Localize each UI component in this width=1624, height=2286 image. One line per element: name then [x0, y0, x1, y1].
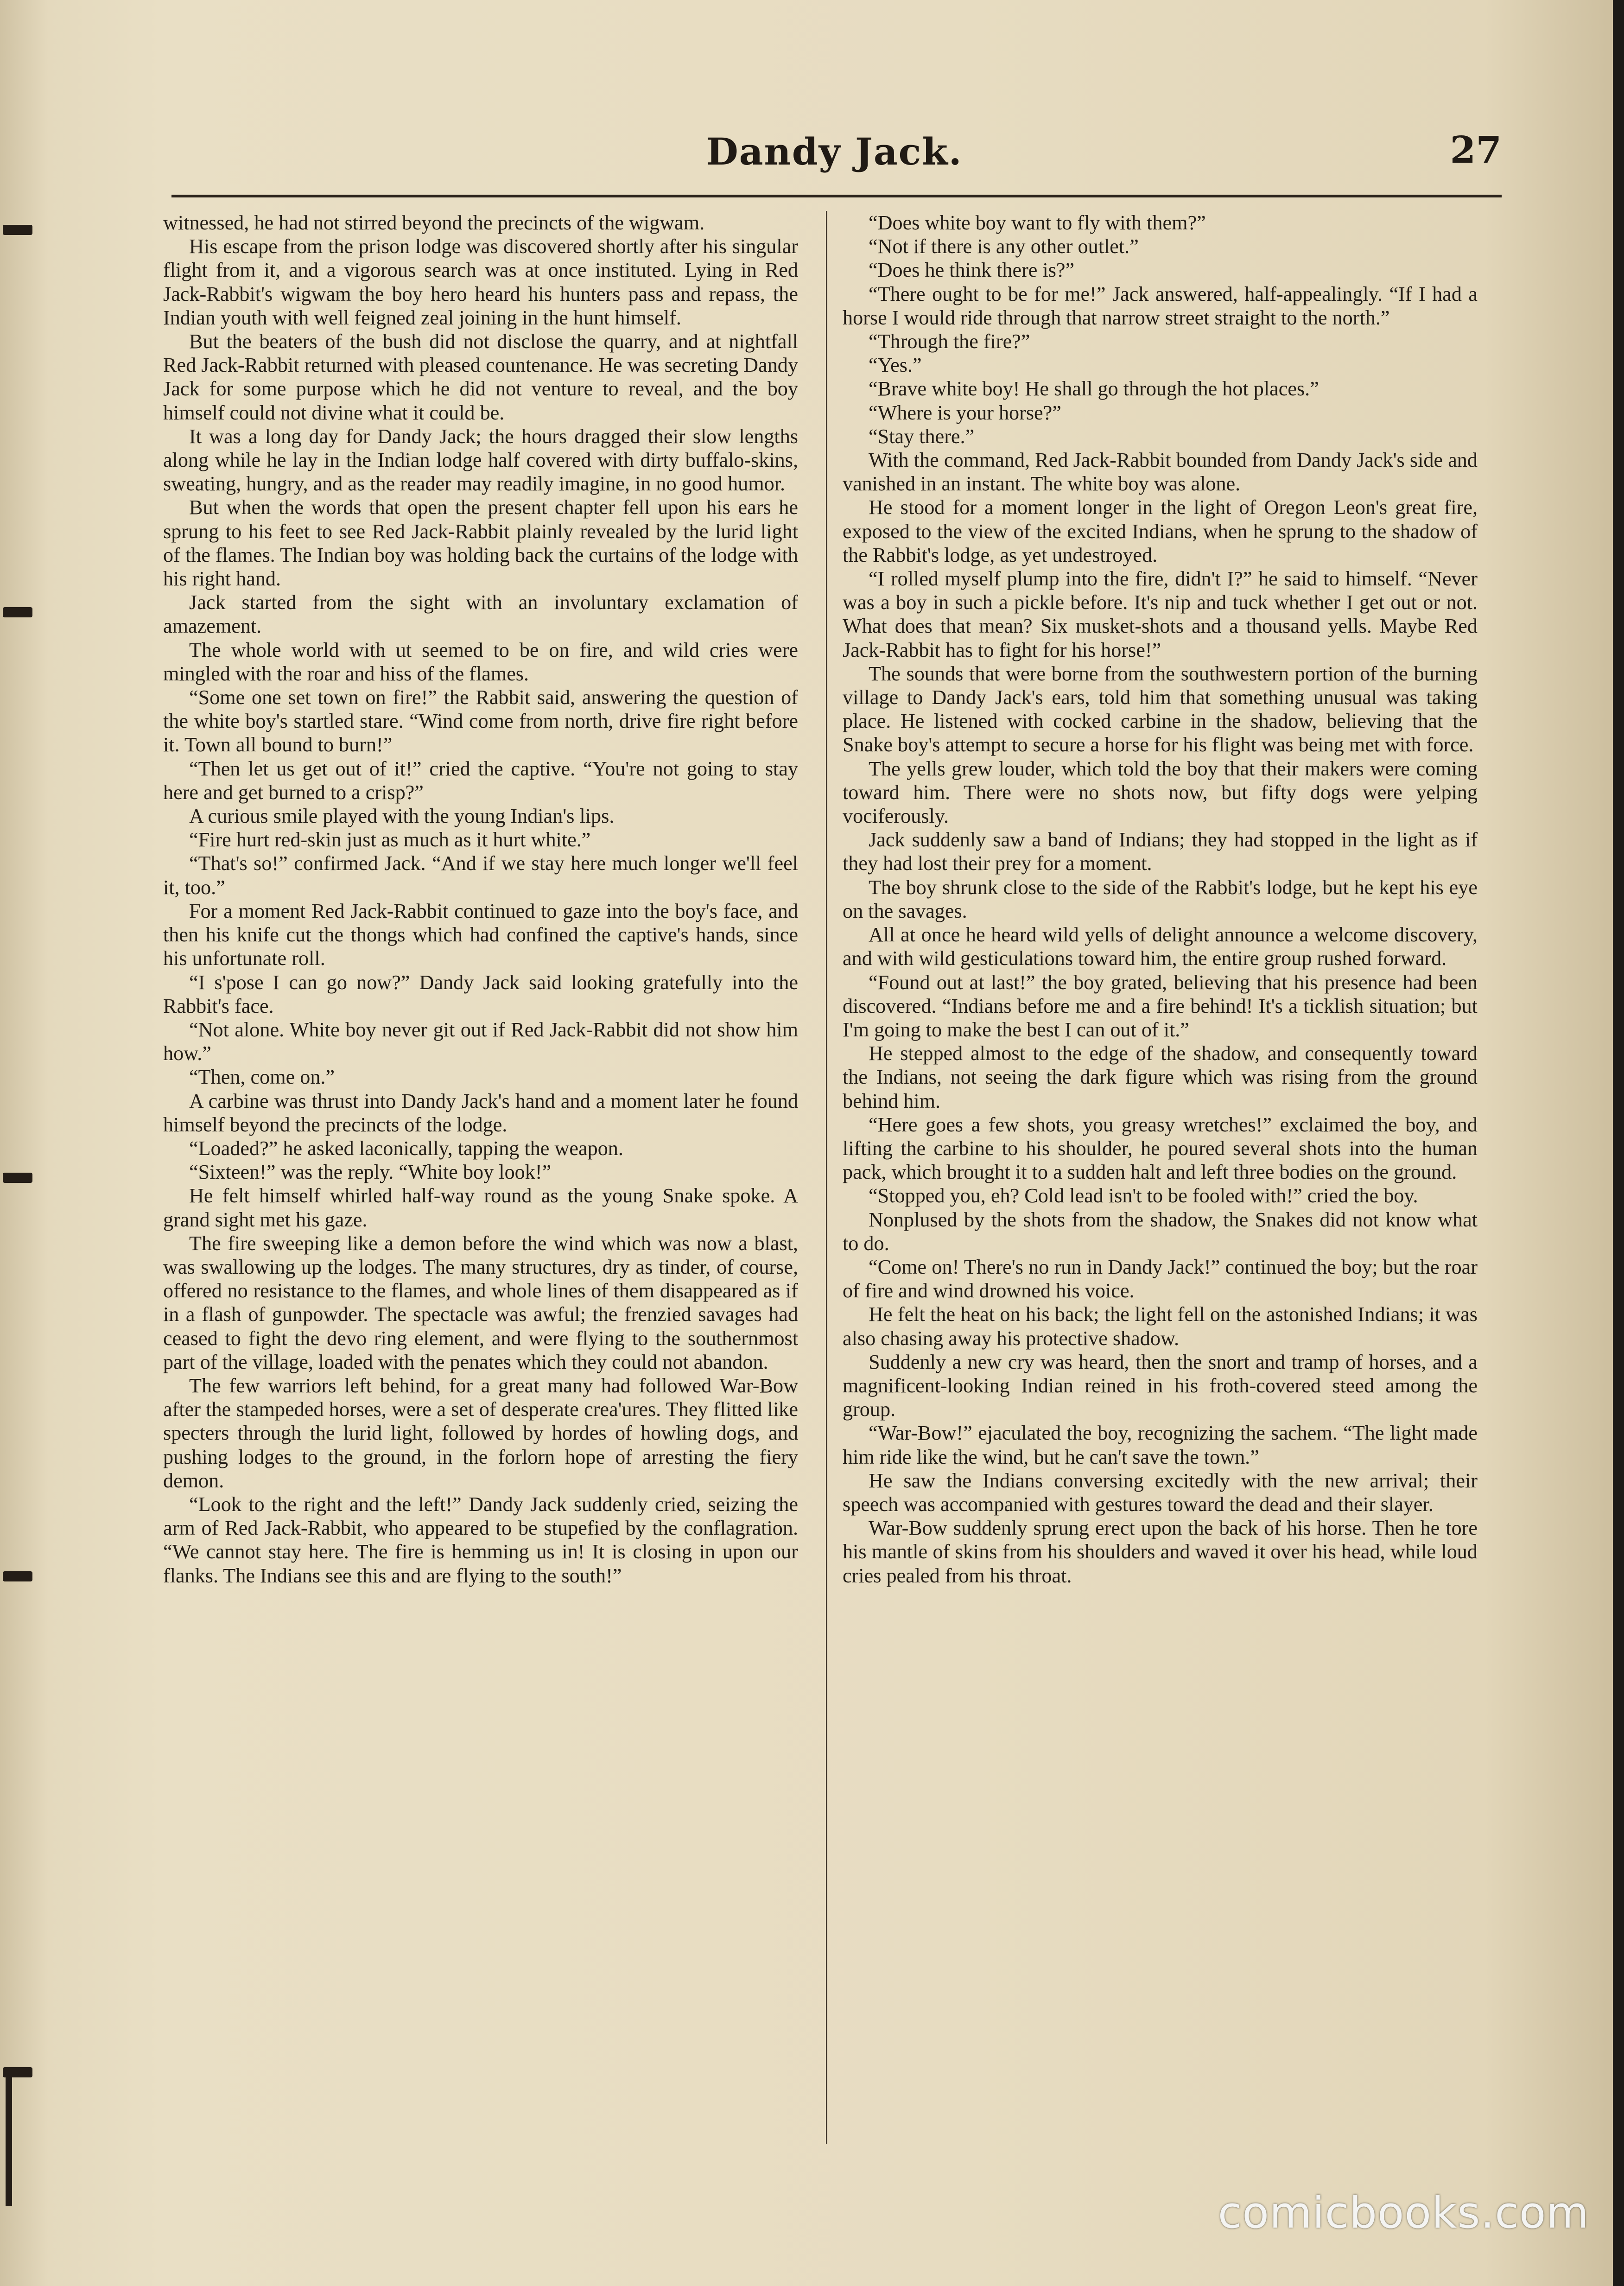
paragraph: “Fire hurt red-skin just as much as it hurt white.”: [189, 828, 591, 851]
paragraph: “Some one set town on fire!” the Rabbit said, answering the question of the white boy's startled stare. “Wind come from north, drive fire right before it. Town all bound to burn!”: [163, 686, 798, 756]
paragraph: “Sixteen!” was the reply. “White boy look!”: [189, 1161, 552, 1184]
paragraph: The fire sweeping like a demon before the wind which was now a blast, was swallowing up the lodges. The many structures, dry as tinder, of course, offered no resistance to the flames, and whole lines of them disappeared as if in a flash of gunpowder. The spectacle was awful; the frenzied savages had ceased to fight the devo ring element, and were flying to the southernmost part of the village, loaded with the penates which they could not abandon.: [163, 1232, 798, 1373]
page-header: [167, 125, 1502, 181]
paragraph: Jack started from the sight with an involuntary exclamation of amazement.: [163, 591, 798, 638]
paragraph: He stepped almost to the edge of the shadow, and consequently toward the Indians, not seeing the dark figure which was rising from the ground behind him.: [843, 1042, 1478, 1112]
paragraph: For a moment Red Jack-Rabbit continued to gaze into the boy's face, and then his knife cut the thongs which had confined the captive's hands, since his unfortunate roll.: [163, 899, 798, 970]
paragraph: Jack suddenly saw a band of Indians; they had stopped in the light as if they had lost their prey for a moment.: [843, 828, 1478, 875]
page-title: Dandy Jack.: [706, 130, 963, 173]
right-column: [843, 211, 1478, 2147]
paragraph: He felt himself whirled half-way round as the young Snake spoke. A grand sight met his gaze.: [163, 1184, 798, 1231]
watermark: comicbooks.com: [1218, 2188, 1589, 2238]
column-divider: [826, 211, 827, 2144]
paragraph: War-Bow suddenly sprung erect upon the back of his horse. Then he tore his mantle of skins from his shoulders and waved it over his head, while loud cries pealed from his throat.: [843, 1517, 1478, 1587]
header-rule: [171, 195, 1502, 197]
paragraph: A curious smile played with the young Indian's lips.: [189, 805, 615, 828]
paragraph: “I rolled myself plump into the fire, didn't I?” he said to himself. “Never was a boy in such a pickle before. It's nip and tuck whether I get out or not. What does that mean? Six musket-shots and a thousand yells. Maybe Red Jack-Rabbit has to fight for his horse!”: [843, 567, 1478, 661]
paragraph: “War-Bow!” ejaculated the boy, recognizing the sachem. “The light made him ride like the wind, but he can't save the town.”: [843, 1422, 1478, 1468]
paragraph: He felt the heat on his back; the light fell on the astonished Indians; it was also chasing away his protective shadow.: [843, 1303, 1478, 1350]
paragraph: witnessed, he had not stirred beyond the precincts of the wigwam.: [163, 211, 705, 234]
paragraph: It was a long day for Dandy Jack; the hours dragged their slow lengths along while he lay in the Indian lodge half covered with dirty buffalo-skins, sweating, hungry, and as the reader may readily imagine, in no good humor.: [163, 425, 798, 495]
binding-mark: [3, 1571, 32, 1581]
paragraph: “I s'pose I can go now?” Dandy Jack said looking gratefully into the Rabbit's face.: [163, 971, 798, 1017]
paragraph: But the beaters of the bush did not disclose the quarry, and at nightfall Red Jack-Rabbit returned with pleased countenance. He was secreting Dandy Jack for some purpose which he did not venture to reveal, and the boy himself could not divine what it could be.: [163, 330, 798, 424]
paragraph: “Not if there is any other outlet.”: [869, 235, 1139, 258]
paragraph: “Then, come on.”: [189, 1066, 335, 1089]
paragraph: “Loaded?” he asked laconically, tapping the weapon.: [189, 1137, 623, 1160]
binding-mark: [3, 607, 32, 617]
paragraph: “Does white boy want to fly with them?”: [869, 211, 1206, 234]
paragraph: “Stay there.”: [869, 425, 975, 448]
paragraph: Suddenly a new cry was heard, then the snort and tramp of horses, and a magnificent-looking Indian reined in his froth-covered steed among the group.: [843, 1350, 1478, 1421]
paragraph: “Here goes a few shots, you greasy wretches!” exclaimed the boy, and lifting the carbine to his shoulder, he poured several shots into the human pack, which brought it to a sudden halt and left three bodies on the ground.: [843, 1113, 1478, 1184]
paragraph: The boy shrunk close to the side of the Rabbit's lodge, but he kept his eye on the savages.: [843, 876, 1478, 922]
paragraph: “Come on! There's no run in Dandy Jack!” continued the boy; but the roar of fire and wind drowned his voice.: [843, 1255, 1478, 1302]
paragraph: His escape from the prison lodge was discovered shortly after his singular flight from it, and a vigorous search was at once instituted. Lying in Red Jack-Rabbit's wigwam the boy hero heard his hunters pass and repass, the Indian youth with well feigned zeal joining in the hunt himself.: [163, 235, 798, 329]
paragraph: “Found out at last!” the boy grated, believing that his presence had been discovered. “Indians before me and a fire behind! It's a ticklish situation; but I'm going to make the best I can out of it.”: [843, 971, 1478, 1041]
paragraph: All at once he heard wild yells of delight announce a welcome discovery, and with wild gesticulations toward him, the entire group rushed forward.: [843, 923, 1478, 970]
paragraph: “Where is your horse?”: [869, 401, 1061, 424]
paragraph: With the command, Red Jack-Rabbit bounded from Dandy Jack's side and vanished in an instant. The white boy was alone.: [843, 449, 1478, 495]
paragraph: But when the words that open the present chapter fell upon his ears he sprung to his feet to see Red Jack-Rabbit plainly revealed by the lurid light of the flames. The Indian boy was holding back the curtains of the lodge with his right hand.: [163, 496, 798, 591]
binding-mark: [3, 1173, 32, 1183]
paragraph: He stood for a moment longer in the light of Oregon Leon's great fire, exposed to the view of the excited Indians, when he sprung to the shadow of the Rabbit's lodge, as yet undestroyed.: [843, 496, 1478, 566]
paragraph: Nonplused by the shots from the shadow, the Snakes did not know what to do.: [843, 1208, 1478, 1255]
paragraph: “There ought to be for me!” Jack answered, half-appealingly. “If I had a horse I would ride through that narrow street straight to the north.”: [843, 282, 1478, 329]
paragraph: “Does he think there is?”: [869, 259, 1075, 282]
paragraph: He saw the Indians conversing excitedly with the new arrival; their speech was accompanied with gestures toward the dead and their slayer.: [843, 1469, 1478, 1516]
paragraph: “Brave white boy! He shall go through the hot places.”: [869, 377, 1319, 400]
paragraph: “Through the fire?”: [869, 330, 1030, 353]
binding-bar: [6, 2067, 12, 2206]
paragraph: “Not alone. White boy never git out if Red Jack-Rabbit did not show him how.”: [163, 1018, 798, 1065]
binding-mark: [3, 225, 32, 235]
paragraph: “Stopped you, eh? Cold lead isn't to be fooled with!” cried the boy.: [869, 1184, 1418, 1207]
left-column: [163, 211, 798, 2147]
paragraph: “Yes.”: [869, 354, 922, 377]
page-number: 27: [1450, 128, 1502, 171]
paragraph: The whole world with ut seemed to be on fire, and wild cries were mingled with the roar and hiss of the flames.: [163, 638, 798, 685]
paragraph: A carbine was thrust into Dandy Jack's hand and a moment later he found himself beyond the precincts of the lodge.: [163, 1089, 798, 1136]
paragraph: “That's so!” confirmed Jack. “And if we stay here much longer we'll feel it, too.”: [163, 852, 798, 899]
paragraph: “Look to the right and the left!” Dandy Jack suddenly cried, seizing the arm of Red Jack-Rabbit, who appeared to be stupefied by the conflagration. “We cannot stay here. The fire is hemming us in! It is closing in upon our flanks. The Indians see this and are flying to the south!”: [163, 1492, 798, 1587]
paragraph: The sounds that were borne from the southwestern portion of the burning village to Dandy Jack's ears, told him that something unusual was taking place. He listened with cocked carbine in the shadow, believing that the Snake boy's attempt to secure a horse for his flight was being met with force.: [843, 662, 1478, 756]
paragraph: The yells grew louder, which told the boy that their makers were coming toward him. There were no shots now, but fifty dogs were yelping vociferously.: [843, 757, 1478, 828]
paragraph: “Then let us get out of it!” cried the captive. “You're not going to stay here and get burned to a crisp?”: [163, 757, 798, 804]
paragraph: The few warriors left behind, for a great many had followed War-Bow after the stampeded horses, were a set of desperate crea'ures. They flitted like specters through the lurid light, followed by hordes of howling dogs, and pushing lodges to the ground, in the forlorn hope of arresting the fiery demon.: [163, 1374, 798, 1492]
